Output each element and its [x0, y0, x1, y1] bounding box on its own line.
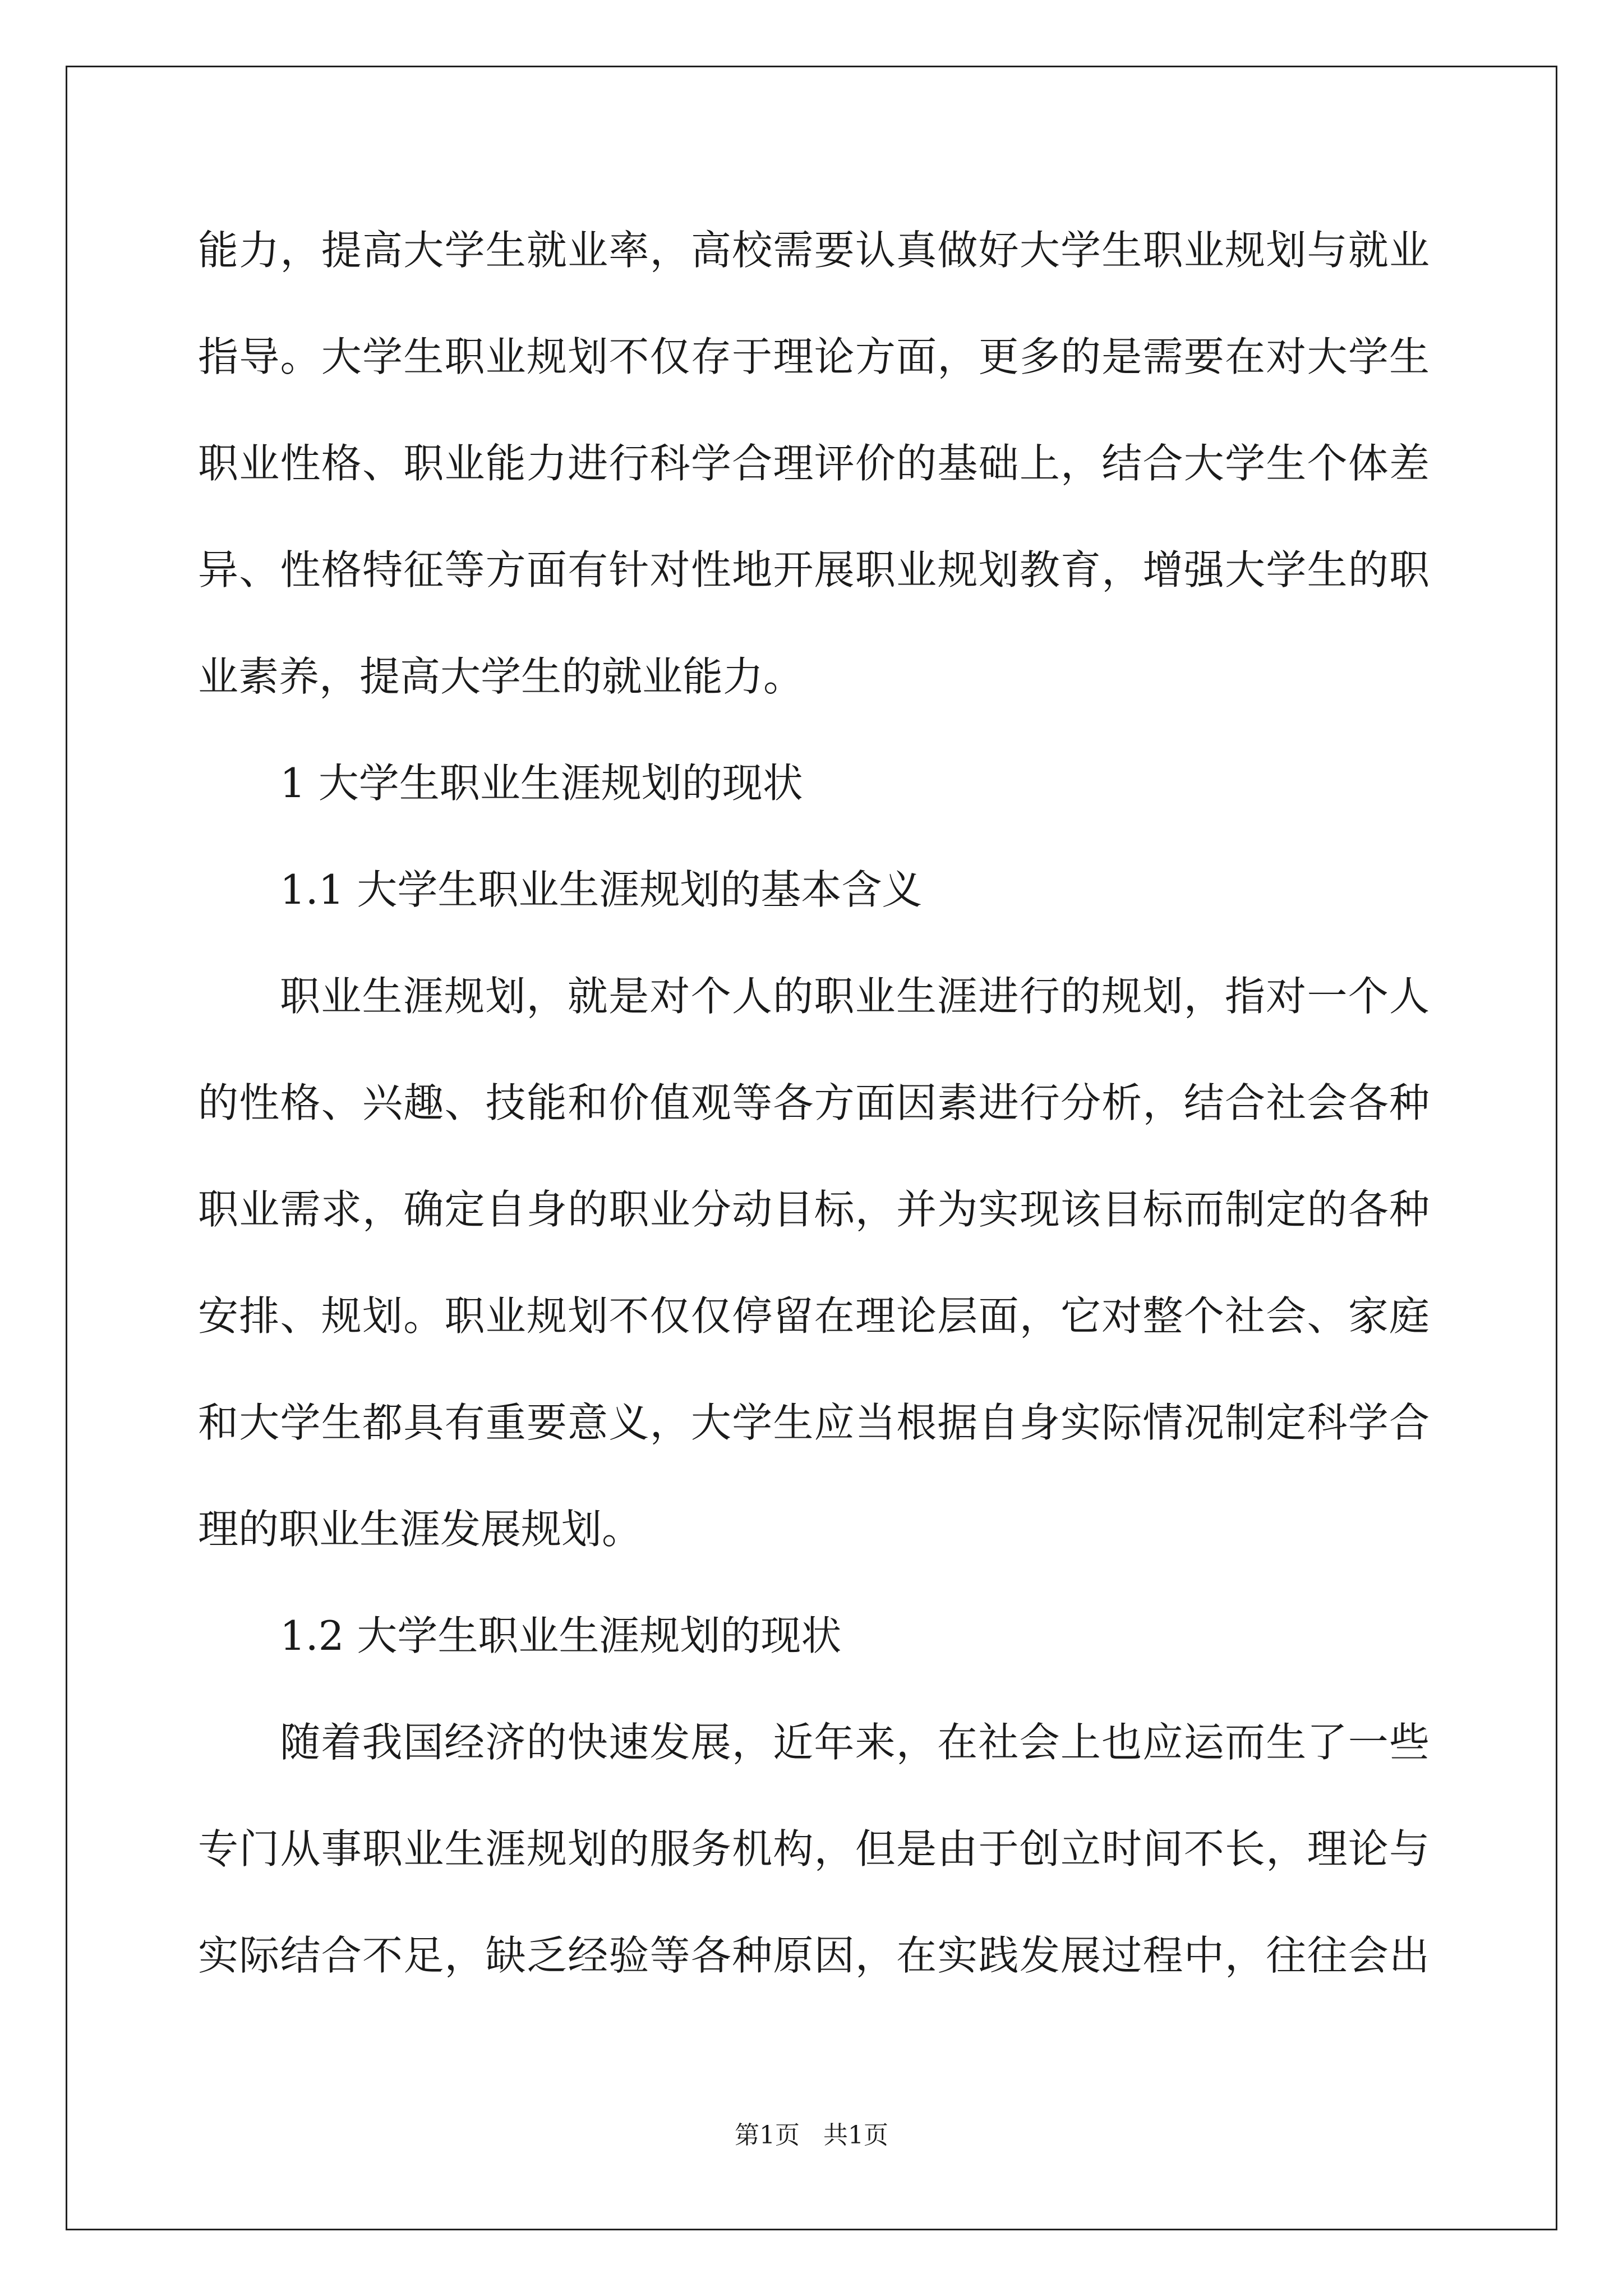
paragraph-line: 的性格、兴趣、技能和价值观等各方面因素进行分析，结合社会各种	[198, 1079, 1430, 1126]
paragraph-line: 职业需求，确定自身的职业分动目标，并为实现该目标而制定的各种	[198, 1186, 1430, 1233]
paragraph-line: 理的职业生涯发展规划。	[198, 1506, 643, 1553]
paragraph-line: 安排、规划。职业规划不仅仅停留在理论层面，它对整个社会、家庭	[198, 1292, 1430, 1340]
paragraph-line: 能力，提高大学生就业率，高校需要认真做好大学生职业规划与就业	[198, 227, 1430, 274]
paragraph-line: 和大学生都具有重要意义，大学生应当根据自身实际情况制定科学合	[198, 1399, 1430, 1446]
paragraph-line: 随着我国经济的快速发展，近年来，在社会上也应运而生了一些	[280, 1719, 1430, 1766]
subsection-heading: 1.1 大学生职业生涯规划的基本含义	[280, 866, 923, 913]
paragraph-line: 实际结合不足，缺乏经验等各种原因，在实践发展过程中，往往会出	[198, 1932, 1430, 1979]
paragraph-line: 指导。大学生职业规划不仅存于理论方面，更多的是需要在对大学生	[198, 333, 1430, 380]
paragraph-line: 业素养，提高大学生的就业能力。	[198, 653, 804, 700]
subsection-heading: 1.2 大学生职业生涯规划的现状	[280, 1612, 842, 1659]
page-footer: 第1页 共1页	[735, 2121, 888, 2150]
page-border	[66, 66, 1557, 2230]
paragraph-line: 专门从事职业生涯规划的服务机构，但是由于创立时间不长，理论与	[198, 1825, 1430, 1872]
paragraph-line: 职业生涯规划，就是对个人的职业生涯进行的规划，指对一个人	[280, 973, 1430, 1020]
section-heading: 1 大学生职业生涯规划的现状	[280, 760, 803, 807]
paragraph-line: 职业性格、职业能力进行科学合理评价的基础上，结合大学生个体差	[198, 440, 1430, 487]
paragraph-line: 异、性格特征等方面有针对性地开展职业规划教育，增强大学生的职	[198, 546, 1430, 593]
